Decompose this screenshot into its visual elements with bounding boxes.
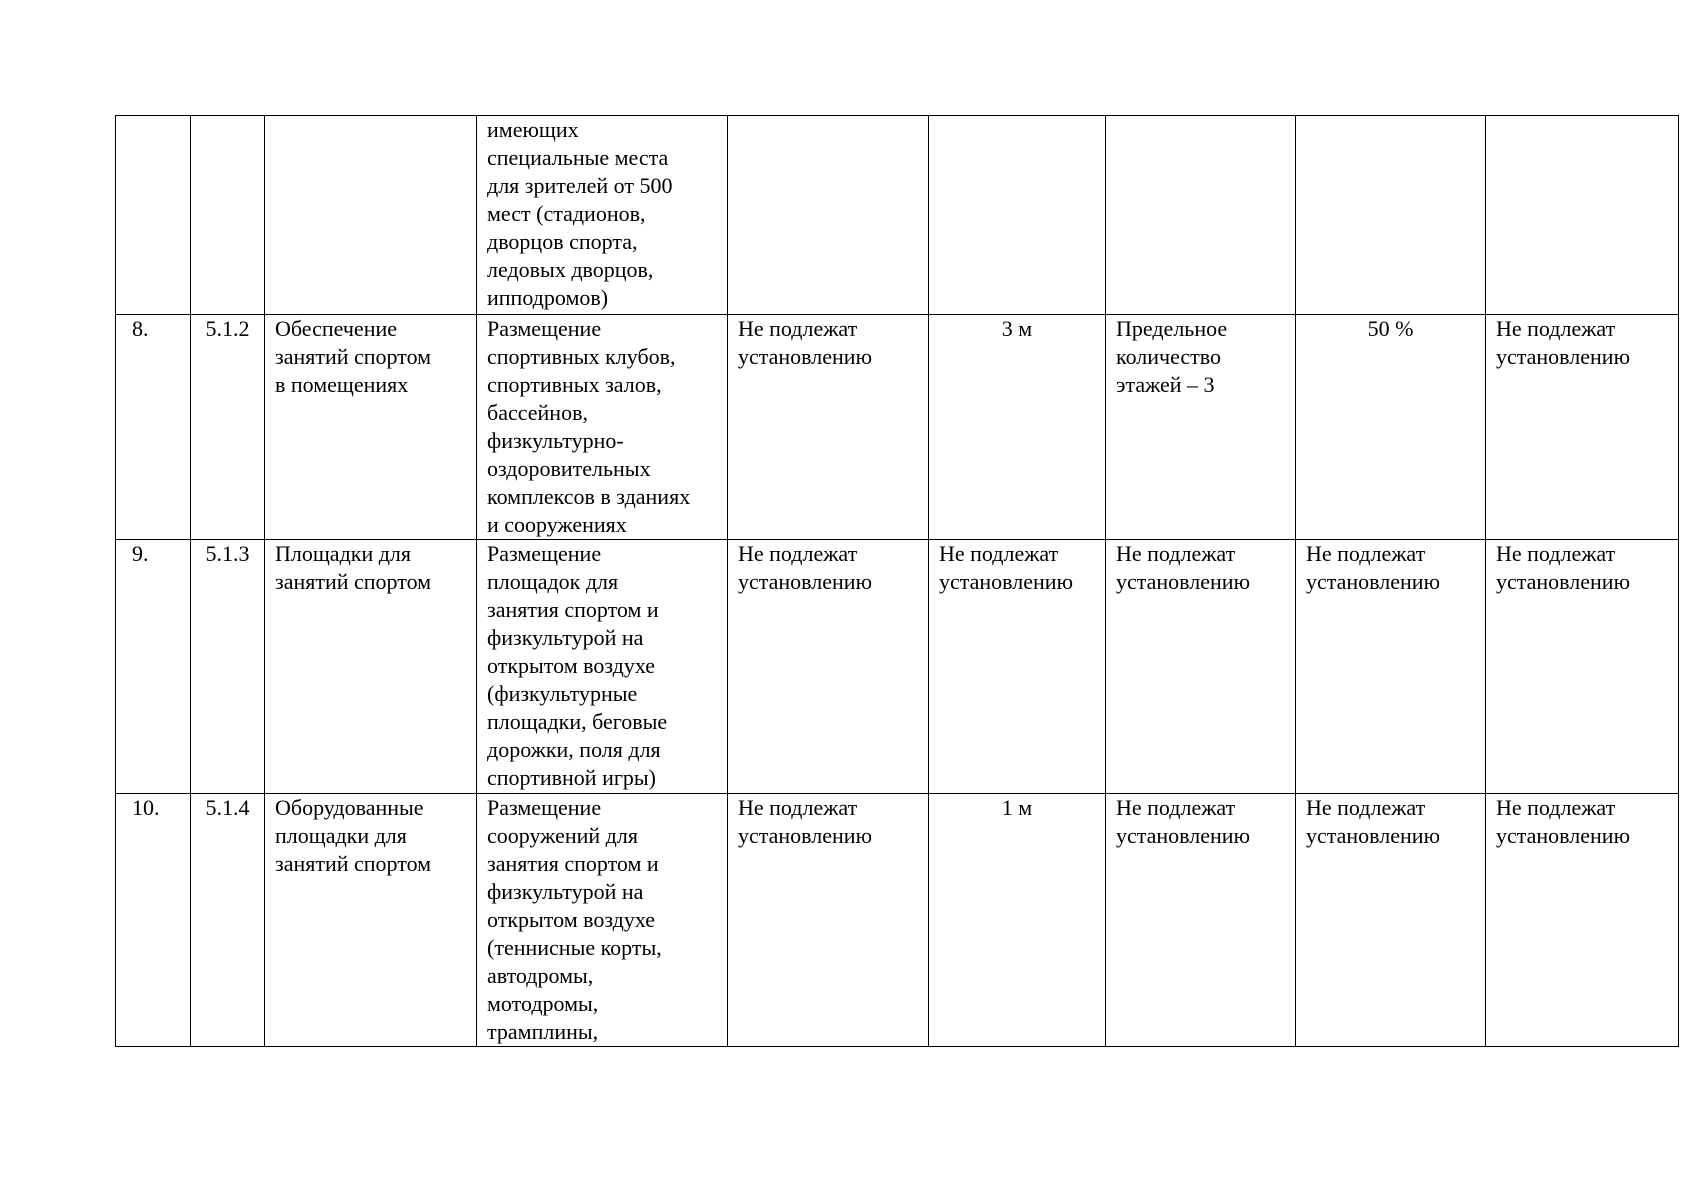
table-row xyxy=(116,116,1679,315)
land-use-description: Размещение спортивных клубов, спортивных залов, бассейнов, физкультурно- оздоровительных комплексов в зданиях и сооружениях xyxy=(487,316,691,537)
row-number: 10. xyxy=(132,795,160,820)
row-number: 9. xyxy=(132,541,149,566)
description-cell xyxy=(477,540,728,794)
land-use-regulations-table xyxy=(115,115,1679,1047)
row-number-cell xyxy=(116,116,191,315)
param-cell-9 xyxy=(1486,540,1679,794)
code-cell xyxy=(191,794,265,1047)
param-cell-6 xyxy=(929,540,1106,794)
param-value: Не подлежат установлению xyxy=(1496,316,1631,369)
param-cell-5 xyxy=(728,315,929,540)
param-cell-7 xyxy=(1106,315,1296,540)
land-use-description: Размещение площадок для занятия спортом и физкультурой на открытом воздухе (физкультурные площадки, беговые дорожки, поля для спортивной игры) xyxy=(487,541,668,790)
param-cell-5 xyxy=(728,540,929,794)
land-use-description: имеющих специальные места для зрителей от 500 мест (стадионов, дворцов спорта, ледовых дворцов, ипподромов) xyxy=(487,117,673,310)
param-value: 1 м xyxy=(1001,795,1033,820)
description-cell xyxy=(477,116,728,315)
param-cell-8 xyxy=(1296,540,1486,794)
param-cell-8 xyxy=(1296,315,1486,540)
param-cell-6 xyxy=(929,315,1106,540)
param-cell-8 xyxy=(1296,116,1486,315)
param-cell-8 xyxy=(1296,794,1486,1047)
table-row xyxy=(116,794,1679,1047)
name-cell xyxy=(265,315,477,540)
param-cell-7 xyxy=(1106,794,1296,1047)
table-row xyxy=(116,315,1679,540)
code-cell xyxy=(191,540,265,794)
param-cell-5 xyxy=(728,794,929,1047)
param-value: Не подлежат установлению xyxy=(738,316,873,369)
param-value: 3 м xyxy=(1001,316,1033,341)
row-number-cell xyxy=(116,315,191,540)
param-cell-7 xyxy=(1106,116,1296,315)
table-row xyxy=(116,540,1679,794)
param-value: Не подлежат установлению xyxy=(1116,541,1251,594)
land-use-code: 5.1.2 xyxy=(205,316,250,341)
row-number: 8. xyxy=(132,316,149,341)
code-cell xyxy=(191,116,265,315)
land-use-name: Площадки для занятий спортом xyxy=(275,541,432,594)
land-use-name: Оборудованные площадки для занятий спортом xyxy=(275,795,432,876)
param-cell-7 xyxy=(1106,540,1296,794)
land-use-code: 5.1.3 xyxy=(205,541,250,566)
description-cell xyxy=(477,794,728,1047)
param-value: Не подлежат установлению xyxy=(1306,541,1441,594)
name-cell xyxy=(265,540,477,794)
param-value: Не подлежат установлению xyxy=(1306,795,1441,848)
param-cell-6 xyxy=(929,116,1106,315)
param-cell-9 xyxy=(1486,794,1679,1047)
param-value: Не подлежат установлению xyxy=(1496,541,1631,594)
land-use-code: 5.1.4 xyxy=(205,795,250,820)
land-use-description: Размещение сооружений для занятия спортом и физкультурой на открытом воздухе (теннисные корты, автодромы, мотодромы, трамплины, xyxy=(487,795,662,1044)
param-value: Не подлежат установлению xyxy=(1496,795,1631,848)
param-value: 50 % xyxy=(1367,316,1414,341)
name-cell xyxy=(265,116,477,315)
param-cell-9 xyxy=(1486,315,1679,540)
description-cell xyxy=(477,315,728,540)
param-value: Не подлежат установлению xyxy=(738,795,873,848)
row-number-cell xyxy=(116,540,191,794)
name-cell xyxy=(265,794,477,1047)
param-cell-6 xyxy=(929,794,1106,1047)
param-cell-5 xyxy=(728,116,929,315)
row-number-cell xyxy=(116,794,191,1047)
code-cell xyxy=(191,315,265,540)
param-value: Не подлежат установлению xyxy=(939,541,1074,594)
param-value: Предельное количество этажей – 3 xyxy=(1116,316,1228,397)
param-value: Не подлежат установлению xyxy=(1116,795,1251,848)
param-cell-9 xyxy=(1486,116,1679,315)
land-use-name: Обеспечение занятий спортом в помещениях xyxy=(275,316,432,397)
param-value: Не подлежат установлению xyxy=(738,541,873,594)
